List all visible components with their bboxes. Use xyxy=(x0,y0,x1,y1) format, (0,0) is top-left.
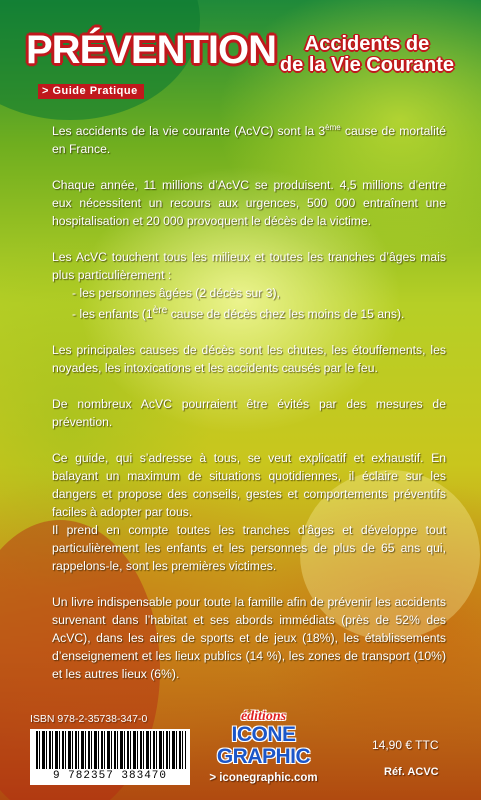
superscript: ème xyxy=(325,122,341,132)
list-text: cause de décès chez les moins de 15 ans). xyxy=(167,307,405,322)
list-item xyxy=(72,302,446,323)
list-text: - les enfants (1 xyxy=(72,307,153,322)
paragraph-text: Ce guide, qui s’adresse à tous, se veut explicatif et exhaustif. En balayant un maximum de situations quotidiennes, il éclaire sur les dangers et propose des conseils, gestes et comportements préventifs faciles à adopter par tous. xyxy=(52,451,446,520)
paragraph-prevention: De nombreux AcVC pourraient être évités par des mesures de prévention. xyxy=(52,397,446,430)
publisher-logo xyxy=(196,710,331,784)
paragraph-text: Il prend en compte toutes les tranches d’âges et développe tout particulièrement les enfants et les personnes de plus de 65 ans qui, rappelons-le, sont les premières victimes. xyxy=(52,523,446,574)
paragraph-text: Les AcVC touchent tous les milieux et toutes les tranches d’âges mais plus particulièrement : xyxy=(52,250,446,282)
isbn-number: ISBN 978-2-35738-347-0 xyxy=(30,713,148,725)
guide-pratique-tag: > Guide Pratique xyxy=(38,84,144,99)
price: 14,90 € TTC xyxy=(372,738,439,752)
cover-title: PRÉVENTION xyxy=(26,28,277,72)
description-text xyxy=(52,122,446,701)
reference-code: Réf. ACVC xyxy=(384,766,439,778)
subtitle-line-1: Accidents de xyxy=(304,33,430,55)
publisher-name: ICONE GRAPHIC xyxy=(216,723,311,768)
barcode-bars xyxy=(36,731,186,769)
barcode xyxy=(30,729,190,785)
publisher-url: > iconegraphic.com xyxy=(209,772,318,784)
paragraph-family: Un livre indispensable pour toute la famille afin de prévenir les accidents survenant dans l’habitat et ses abords immédiats (près de 52% des AcVC), dans les aires de sports et de jeux (18%), les établissements d’enseignement et les lieux publics (14 %), les zones de transport (10%) et les autres lieux (6%). xyxy=(52,595,446,682)
cover-subtitle xyxy=(272,34,462,76)
barcode-digits: 9 782357 383470 xyxy=(52,770,168,782)
paragraph-affected xyxy=(52,248,446,284)
paragraph-text: cause de mortalité en France. xyxy=(52,124,446,156)
paragraph-causes: Les principales causes de décès sont les chutes, les étouffements, les noyades, les intoxications et les accidents causés par le feu. xyxy=(52,343,446,376)
paragraph-statistics: Chaque année, 11 millions d’AcVC se produisent. 4,5 millions d’entre eux nécessitent un recours aux urgences, 500 000 entraînent une hospitalisation et 20 000 provoquent le décès de la victime. xyxy=(52,178,446,228)
paragraph-text: Les accidents de la vie courante (AcVC) sont la 3 xyxy=(52,124,326,138)
paragraph-mortality xyxy=(52,122,446,158)
publisher-prefix: éditions xyxy=(240,709,287,724)
superscript: ère xyxy=(152,305,168,316)
paragraph-guide xyxy=(52,449,446,575)
affected-list xyxy=(52,284,446,323)
list-item: - les personnes âgées (2 décès sur 3), xyxy=(72,286,280,300)
subtitle-line-2: de la Vie Courante xyxy=(279,54,455,76)
